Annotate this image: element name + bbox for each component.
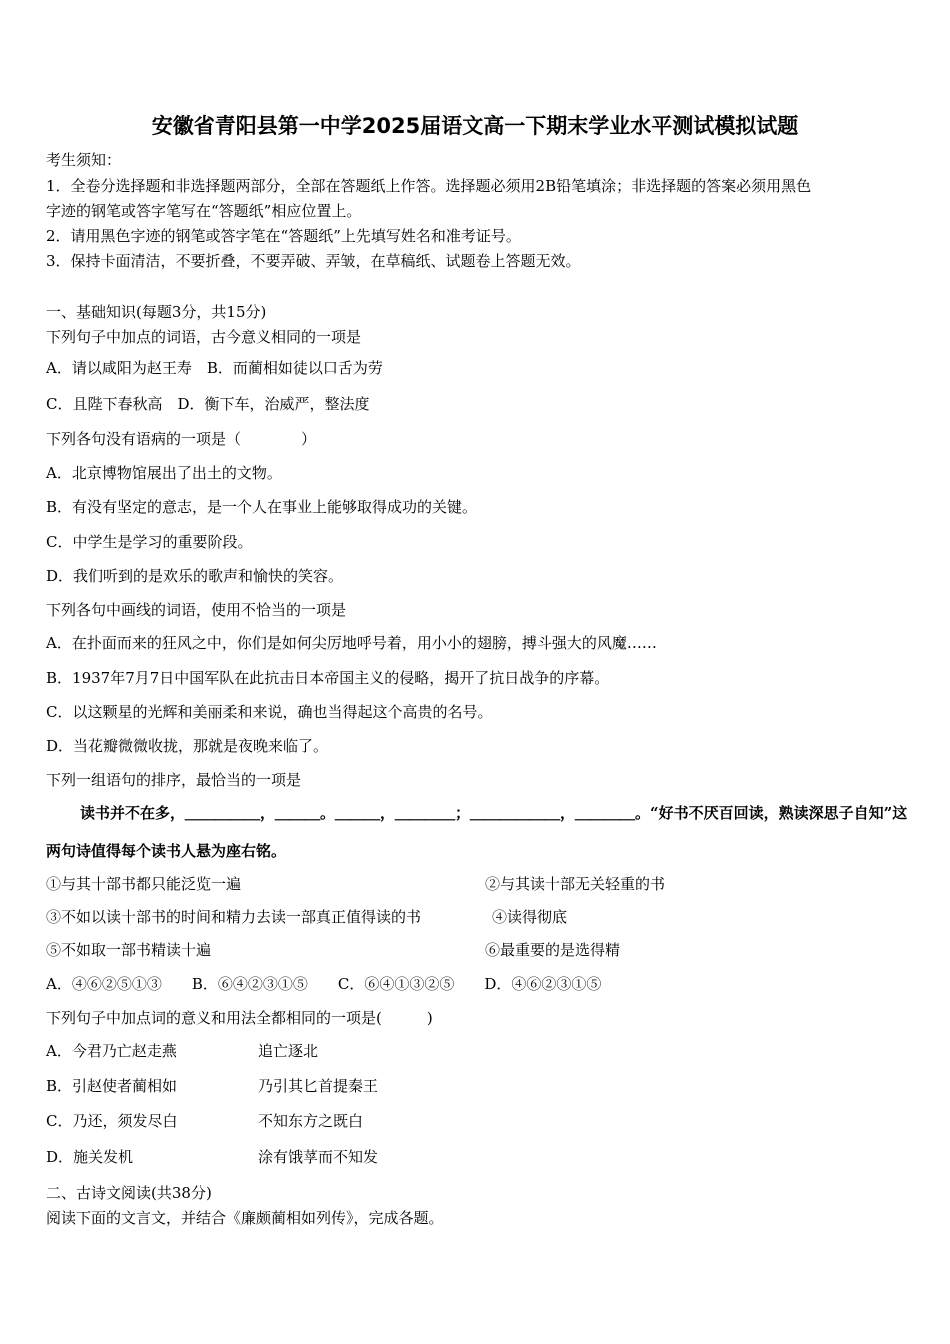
sentence-item	[46, 907, 421, 927]
answer-options	[46, 974, 601, 994]
question-stem-text: 下列一组语句的排序，最恰当的一项是	[46, 771, 302, 789]
sentence-item-right: ⑥最重要的是选得精	[485, 941, 621, 959]
notice-item	[46, 201, 361, 221]
option-line	[46, 463, 282, 483]
notice-item-text: 2．请用黑色字迹的钢笔或答字笔在“答题纸”上先填写姓名和准考证号。	[46, 227, 521, 245]
option-line-text: D．当花瓣微微收拢，那就是夜晚来临了。	[46, 737, 329, 755]
option-line-text: A．北京博物馆展出了出土的文物。	[46, 464, 282, 482]
question-stem-text: 下列各句没有语病的一项是（ ）	[46, 430, 317, 448]
section-heading	[46, 302, 266, 322]
option-line-text: C．且陛下春秋高 D．衡下车，治威严，整法度	[46, 395, 370, 413]
passage-line-text: 读书并不在多，＿＿＿＿＿，＿＿＿。＿＿＿，＿＿＿＿；＿＿＿＿＿＿，＿＿＿＿。“好书不厌百回读，熟读深思子自知”这	[80, 804, 908, 822]
question-stem	[46, 600, 346, 620]
exam-title-text: 安徽省青阳县第一中学2025届语文高一下期末学业水平测试模拟试题	[151, 114, 799, 138]
option-line	[46, 497, 477, 517]
question-stem	[46, 1008, 433, 1028]
sentence-item	[46, 940, 211, 960]
option-line-right: 涂有饿莩而不知发	[258, 1148, 379, 1166]
option-line-text: A．请以咸阳为赵王寿 B．而蔺相如徒以口舌为劳	[46, 359, 383, 377]
option-line	[46, 702, 492, 722]
option-line-text: B．1937年7月7日中国军队在此抗击日本帝国主义的侵略，揭开了抗日战争的序幕。	[46, 669, 610, 687]
option-line-text: C．乃还，须发尽白	[46, 1112, 178, 1130]
option-line-text: A．今君乃亡赵走燕	[46, 1042, 177, 1060]
notice-item	[46, 176, 811, 196]
passage-line-text: 两句诗值得每个读书人悬为座右铭。	[46, 842, 287, 860]
option-line	[46, 736, 328, 756]
option-line	[46, 1076, 177, 1096]
option-line-right: 追亡逐北	[258, 1042, 319, 1060]
option-line-text: B．引赵使者蔺相如	[46, 1077, 178, 1095]
instruction-text-text: 阅读下面的文言文，并结合《廉颇蔺相如列传》，完成各题。	[46, 1209, 444, 1227]
sentence-item-right: ②与其读十部无关轻重的书	[485, 875, 666, 893]
option-line	[46, 1111, 177, 1131]
notice-item-text: 3．保持卡面清洁，不要折叠，不要弄破、弄皱，在草稿纸、试题卷上答题无效。	[46, 252, 581, 270]
option-line	[46, 1147, 133, 1167]
sentence-item-text: ③不如以读十部书的时间和精力去读一部真正值得读的书	[46, 908, 422, 926]
passage-line	[46, 841, 286, 861]
option-line	[46, 1041, 177, 1061]
option-line	[46, 532, 252, 552]
question-stem-text: 下列句子中加点词的意义和用法全都相同的一项是( )	[46, 1009, 433, 1027]
option-line	[46, 633, 657, 653]
section-heading-text: 一、基础知识(每题3分，共15分)	[46, 303, 267, 321]
sentence-item-text: ①与其十部书都只能泛览一遍	[46, 875, 242, 893]
option-line	[46, 566, 343, 586]
option-line-text: D．我们听到的是欢乐的歌声和愉快的笑容。	[46, 567, 344, 585]
section-heading	[46, 1183, 212, 1203]
option-line-text: C．中学生是学习的重要阶段。	[46, 533, 253, 551]
option-line-right: 不知东方之既白	[258, 1112, 364, 1130]
question-stem	[46, 429, 316, 449]
option-line	[46, 394, 370, 414]
question-stem	[46, 770, 301, 790]
notice-heading-text: 考生须知：	[46, 151, 122, 169]
sentence-item-right: ④读得彻底	[492, 908, 568, 926]
option-line-text: B．有没有坚定的意志，是一个人在事业上能够取得成功的关键。	[46, 498, 478, 516]
notice-heading	[46, 150, 121, 170]
option-line-text: A．在扑面而来的狂风之中，你们是如何尖厉地呼号着，用小小的翅膀，搏斗强大的风魔……	[46, 634, 657, 652]
passage-line	[80, 803, 907, 823]
section-heading-text: 二、古诗文阅读(共38分)	[46, 1184, 212, 1202]
exam-title	[0, 112, 950, 140]
question-stem-text: 下列句子中加点的词语，古今意义相同的一项是	[46, 328, 362, 346]
notice-item-text: 字迹的钢笔或答字笔写在“答题纸”相应位置上。	[46, 202, 362, 220]
instruction-text	[46, 1208, 444, 1228]
option-line-text: D．施关发机	[46, 1148, 134, 1166]
notice-item	[46, 251, 581, 271]
sentence-item	[46, 874, 241, 894]
option-line-text: C．以这颗星的光辉和美丽柔和来说，确也当得起这个高贵的名号。	[46, 703, 493, 721]
answer-options-text: A．④⑥②⑤①③ B．⑥④②③①⑤ C．⑥④①③②⑤ D．④⑥②③①⑤	[46, 975, 602, 993]
option-line-right: 乃引其匕首提秦王	[258, 1077, 379, 1095]
question-stem	[46, 327, 361, 347]
notice-item-text: 1．全卷分选择题和非选择题两部分，全部在答题纸上作答。选择题必须用2B铅笔填涂；非选择题的答案必须用黑色	[46, 177, 812, 195]
option-line	[46, 668, 609, 688]
sentence-item-text: ⑤不如取一部书精读十遍	[46, 941, 212, 959]
option-line	[46, 358, 383, 378]
question-stem-text: 下列各句中画线的词语，使用不恰当的一项是	[46, 601, 347, 619]
notice-item	[46, 226, 521, 246]
